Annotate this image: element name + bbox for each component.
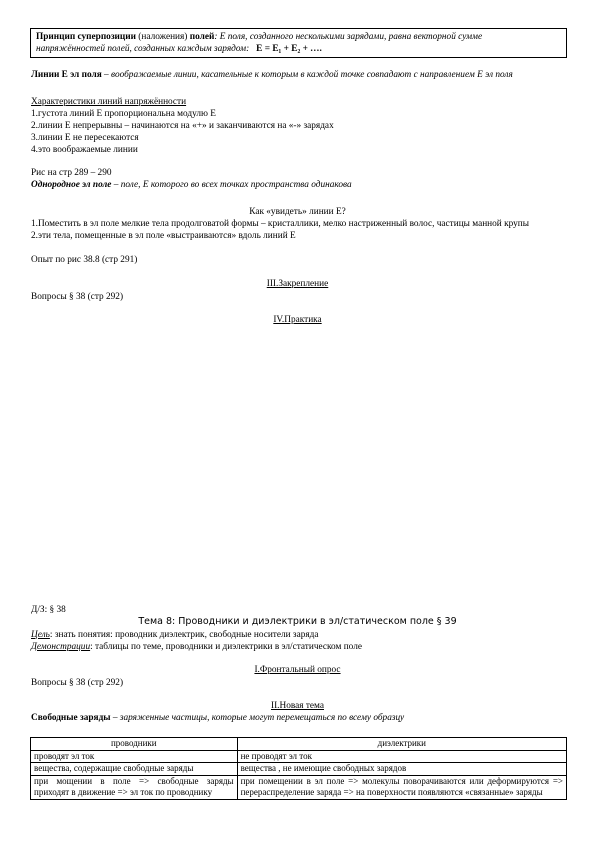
table-header-row — [31, 738, 567, 751]
comparison-table — [30, 737, 567, 800]
superposition-formula: E = E₁ + E₂ + …. — [256, 44, 322, 54]
table-header-dielectrics: диэлектрики — [237, 738, 566, 751]
questions-reference-1: Вопросы § 38 (стр 292) — [31, 292, 124, 302]
superposition-term: Принцип суперпозиции — [36, 32, 136, 42]
lines-definition — [31, 69, 513, 81]
see-lines-question: Как «увидеть» линии Е? — [249, 207, 346, 217]
section-heading-3: III.Закрепление — [266, 279, 329, 289]
see-lines-item-2: 2.эти тела, помещенные в эл поле «выстраиваются» вдоль линий Е — [31, 231, 296, 241]
superposition-line2 — [36, 43, 561, 55]
characteristic-item-1: 1.густота линий Е пропорциональна модулю Е — [31, 109, 216, 119]
superposition-paren: (наложения) — [135, 32, 190, 42]
demo-text: : таблицы по теме, проводники и диэлектрики в эл/статическом поле — [90, 642, 362, 652]
superposition-line1 — [36, 31, 561, 43]
uniform-def-text: – поле, Е которого во всех точках пространства одинакова — [111, 180, 352, 190]
characteristic-item-4: 4.это воображаемые линии — [31, 145, 138, 155]
lesson-topic: Тема 8: Проводники и диэлектрики в эл/статическом поле § 39 — [138, 616, 457, 627]
free-charges-term: Свободные заряды — [31, 713, 111, 723]
characteristic-item-3: 3.линии Е не пересекаются — [31, 133, 139, 143]
lines-term: Линии Е эл поля — [31, 70, 102, 80]
lesson-demonstrations — [31, 641, 362, 653]
figure-reference: Рис на стр 289 – 290 — [31, 168, 112, 178]
free-charges-def-text: – заряженные частицы, которые могут перемещаться по всему образцу — [110, 713, 405, 723]
table-header-conductors: проводники — [31, 738, 238, 751]
demo-label: Демонстрации — [31, 642, 91, 652]
table-cell: при помещении в эл поле => молекулы поворачиваются или деформируются => перераспределение заряда => на поверхности появляются «связанные» заряды — [237, 775, 566, 799]
uniform-field-definition — [31, 179, 352, 191]
experiment-reference: Опыт по рис 38.8 (стр 291) — [31, 255, 138, 265]
section-heading-2: II.Новая тема — [270, 701, 324, 711]
lines-def-text: – воображаемые линии, касательные к которым в каждой точке совпадают с направлением Е эл поля — [101, 70, 513, 80]
lesson-goal — [31, 629, 319, 641]
table-row — [31, 763, 567, 776]
section-heading-1: I.Фронтальный опрос — [254, 665, 341, 675]
homework: Д/З: § 38 — [31, 605, 66, 615]
free-charges-definition — [31, 712, 404, 724]
characteristics-heading: Характеристики линий напряжённости — [31, 97, 187, 107]
section-heading-4: IV.Практика — [273, 315, 322, 325]
superposition-definition: : Е поля, созданного несколькими зарядами, равна векторной сумме — [214, 32, 483, 42]
table-cell: проводят эл ток — [31, 750, 238, 763]
table-cell: вещества , не имеющие свободных зарядов — [237, 763, 566, 776]
superposition-fields: полей — [189, 32, 215, 42]
questions-reference-2: Вопросы § 38 (стр 292) — [31, 678, 124, 688]
uniform-term: Однородное эл поле — [31, 180, 112, 190]
table-row — [31, 775, 567, 799]
superposition-box — [30, 28, 567, 58]
table-cell: при мощении в поле => свободные заряды приходят в движение => эл ток по проводнику — [31, 775, 238, 799]
table-cell: не проводят эл ток — [237, 750, 566, 763]
goal-label: Цель — [31, 630, 50, 640]
see-lines-item-1: 1.Поместить в эл поле мелкие тела продолговатой формы – кристаллики, мелко настриженный волос, частицы манной крупы — [31, 219, 530, 229]
characteristic-item-2: 2.линии Е непрерывны – начинаются на «+» и заканчиваются на «-» зарядах — [31, 121, 334, 131]
table-row — [31, 750, 567, 763]
goal-text: : знать понятия: проводник диэлектрик, свободные носители заряда — [49, 630, 319, 640]
superposition-definition-cont: напряжённостей полей, созданных каждым зарядом: — [36, 44, 250, 54]
table-cell: вещества, содержащие свободные заряды — [31, 763, 238, 776]
